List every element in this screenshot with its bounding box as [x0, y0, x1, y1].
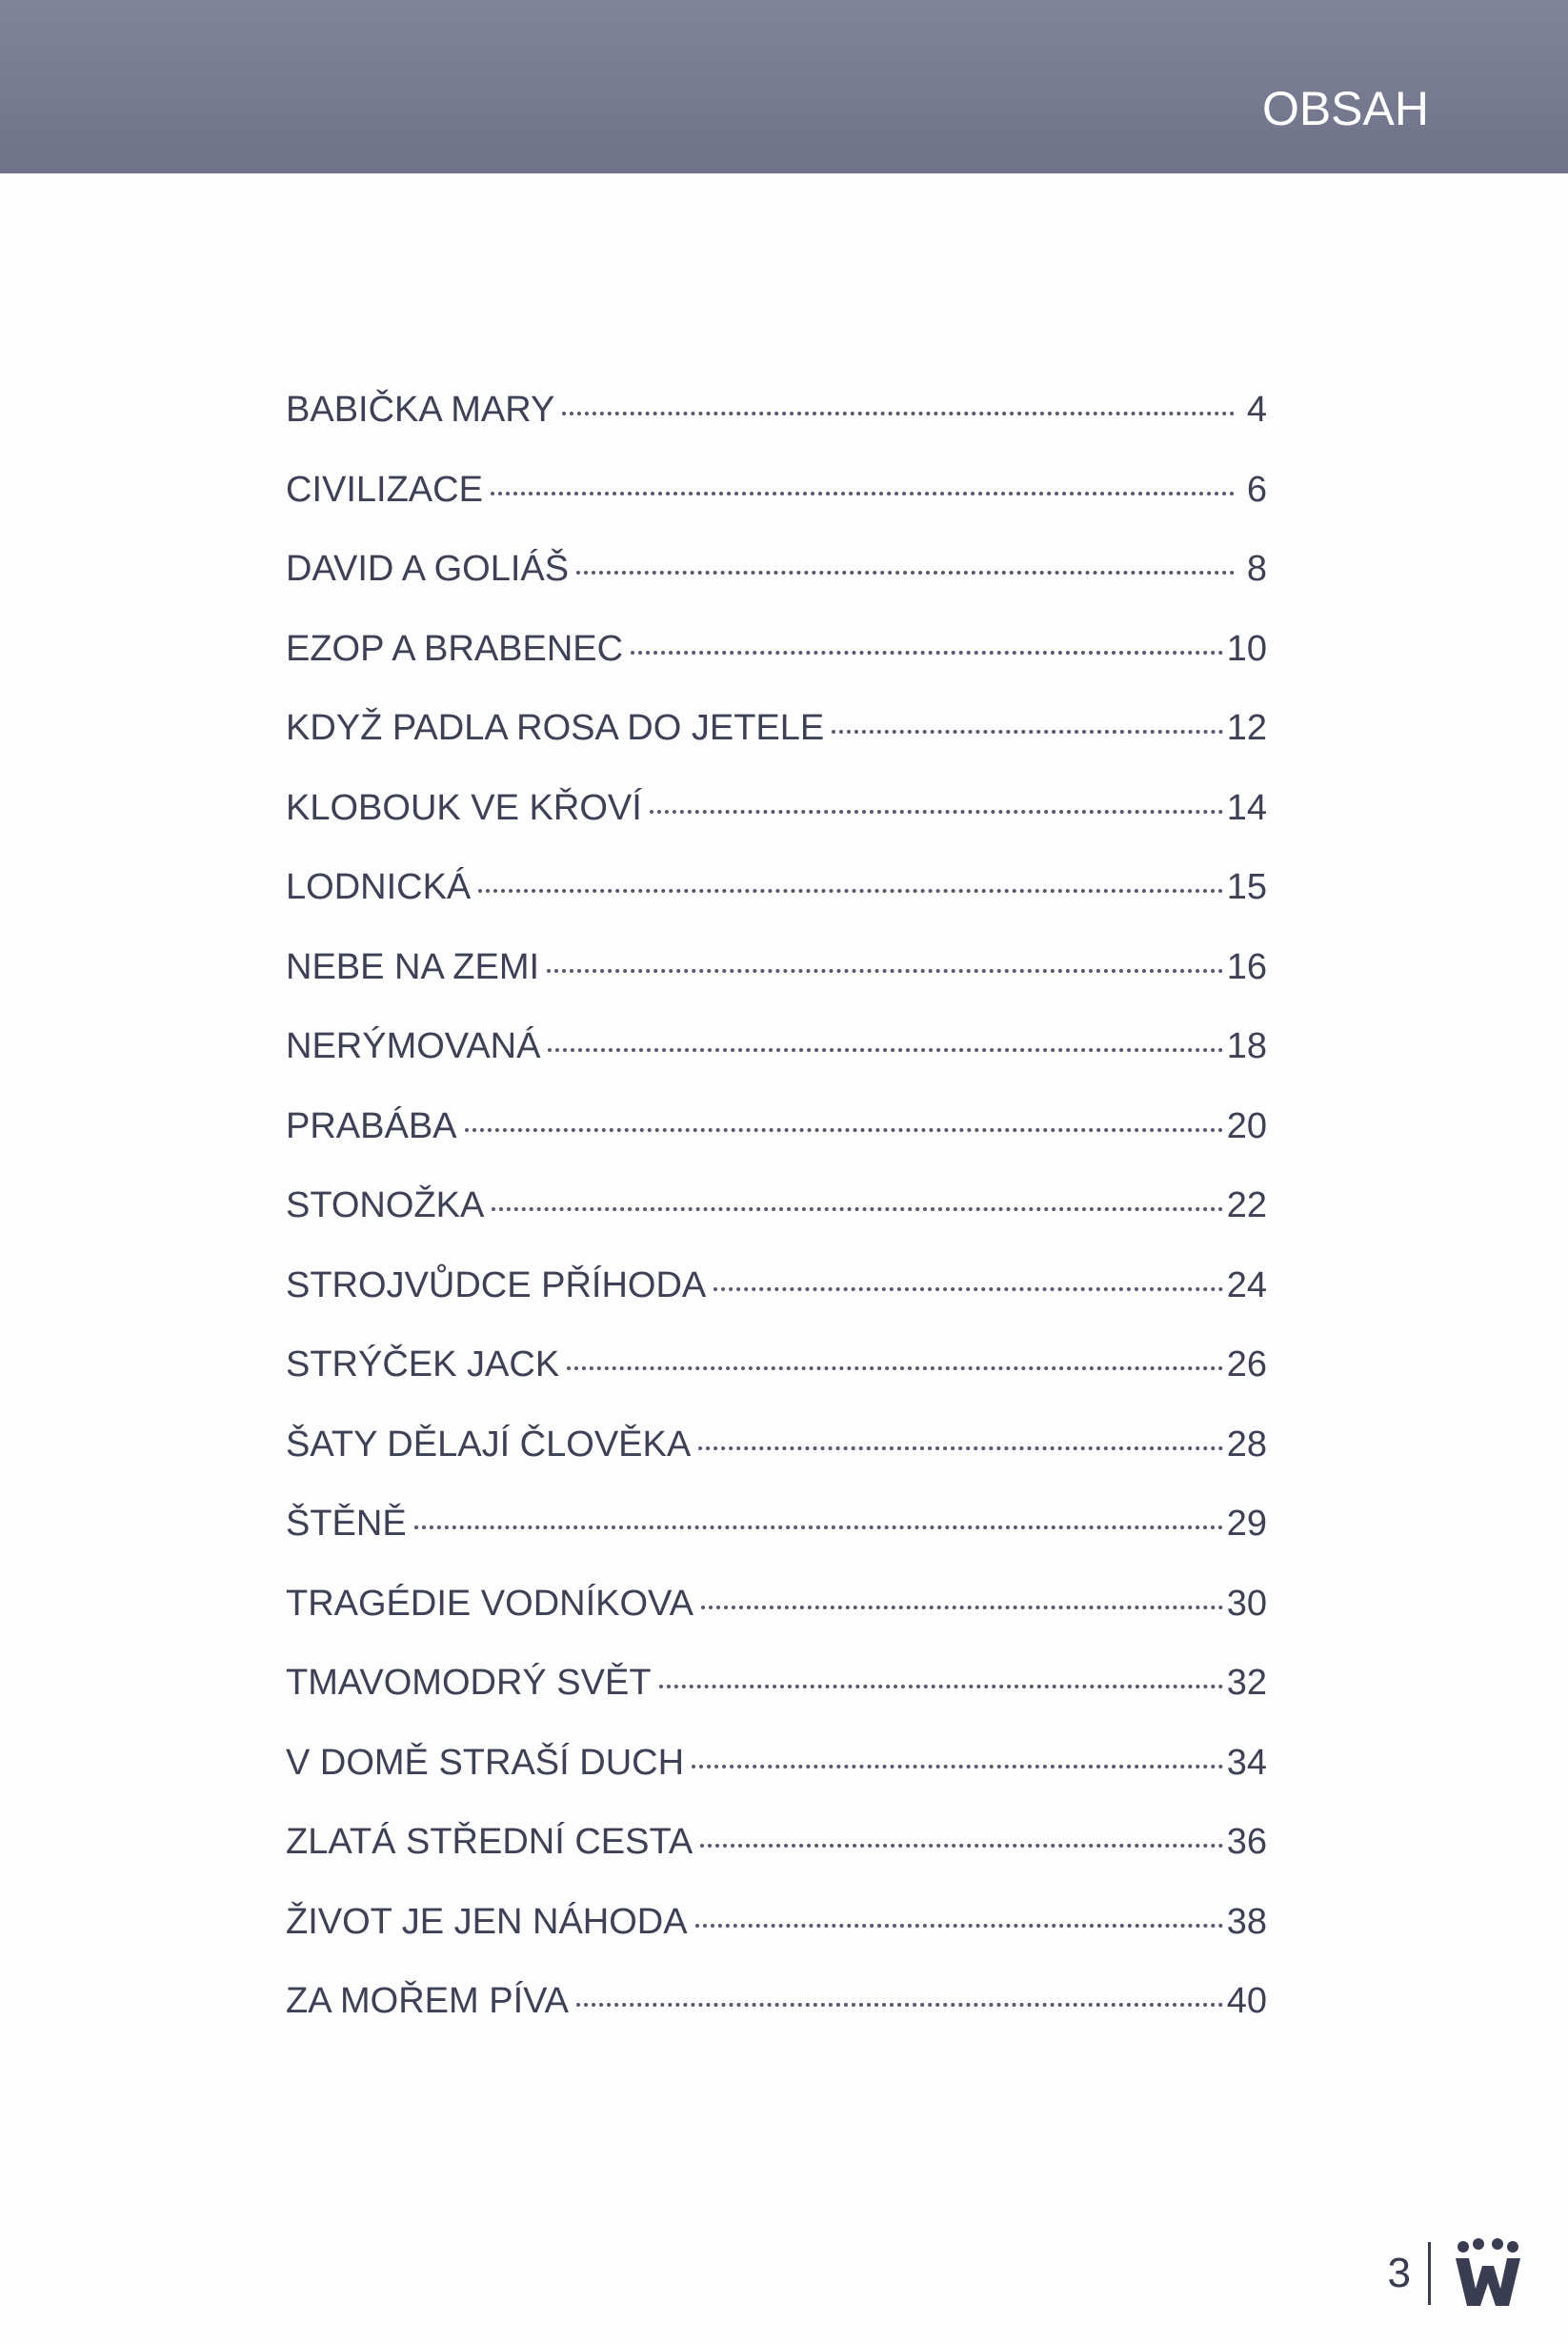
toc-entry-page-number: 6	[1246, 469, 1267, 510]
toc-entry-page-number: 4	[1246, 390, 1267, 430]
table-of-contents	[286, 381, 1267, 2052]
toc-entry	[286, 699, 1267, 779]
toc-entry-title: STONOŽKA	[286, 1185, 485, 1225]
toc-entry-title: LODNICKÁ	[286, 867, 472, 907]
toc-dot-leader	[491, 492, 1235, 495]
footer-divider	[1428, 2242, 1431, 2305]
toc-entry-title: ŽIVOT JE JEN NÁHODA	[286, 1901, 688, 1942]
toc-entry-page-number: 38	[1226, 1901, 1267, 1942]
toc-entry	[286, 1177, 1267, 1257]
toc-entry-title: ZA MOŘEM PÍVA	[286, 1981, 570, 2021]
toc-dot-leader	[547, 969, 1223, 973]
toc-entry-page-number: 34	[1226, 1742, 1267, 1783]
toc-entry-page-number: 10	[1226, 628, 1267, 669]
toc-dot-leader	[562, 412, 1235, 415]
toc-entry-page-number: 30	[1226, 1583, 1267, 1624]
toc-dot-leader	[492, 1207, 1222, 1211]
toc-entry-title: TMAVOMODRÝ SVĚT	[286, 1663, 652, 1703]
toc-entry-title: NERÝMOVANÁ	[286, 1026, 541, 1066]
toc-entry	[286, 1257, 1267, 1337]
toc-entry	[286, 1654, 1267, 1734]
toc-entry-title: STROJVŮDCE PŘÍHODA	[286, 1264, 707, 1305]
toc-entry-title: ŠTĚNĚ	[286, 1504, 407, 1544]
toc-entry-page-number: 12	[1226, 708, 1267, 748]
toc-dot-leader	[567, 1366, 1223, 1370]
toc-entry	[286, 1416, 1267, 1496]
toc-entry	[286, 1972, 1267, 2052]
toc-entry	[286, 1575, 1267, 1655]
toc-entry-title: KDYŽ PADLA ROSA DO JETELE	[286, 708, 825, 748]
toc-entry	[286, 1893, 1267, 1973]
toc-dot-leader	[659, 1685, 1223, 1688]
toc-dot-leader	[701, 1606, 1223, 1609]
page-footer	[1388, 2237, 1524, 2310]
toc-dot-leader	[576, 2003, 1223, 2007]
toc-dot-leader	[478, 889, 1222, 893]
toc-entry-page-number: 29	[1226, 1504, 1267, 1544]
toc-entry-page-number: 14	[1226, 787, 1267, 828]
toc-entry	[286, 1813, 1267, 1893]
toc-entry-page-number: 26	[1226, 1344, 1267, 1384]
toc-entry-page-number: 16	[1226, 946, 1267, 987]
toc-entry-title: EZOP A BRABENEC	[286, 628, 624, 669]
toc-entry-title: ZLATÁ STŘEDNÍ CESTA	[286, 1822, 694, 1862]
toc-entry	[286, 381, 1267, 461]
header-band	[0, 0, 1568, 173]
toc-entry-title: CIVILIZACE	[286, 469, 483, 510]
toc-entry-page-number: 8	[1246, 549, 1267, 589]
toc-entry	[286, 620, 1267, 700]
toc-dot-leader	[695, 1924, 1223, 1928]
toc-entry-page-number: 28	[1226, 1424, 1267, 1465]
page-title: OBSAH	[1261, 82, 1429, 135]
toc-entry-title: ŠATY DĚLAJÍ ČLOVĚKA	[286, 1424, 692, 1465]
toc-dot-leader	[700, 1844, 1223, 1848]
toc-dot-leader	[414, 1526, 1223, 1529]
toc-entry-page-number: 40	[1226, 1981, 1267, 2021]
toc-entry	[286, 1336, 1267, 1416]
toc-entry-page-number: 22	[1226, 1185, 1267, 1225]
toc-entry-page-number: 18	[1226, 1026, 1267, 1066]
toc-entry	[286, 859, 1267, 939]
toc-entry-title: BABIČKA MARY	[286, 390, 555, 430]
toc-entry-title: V DOMĚ STRAŠÍ DUCH	[286, 1742, 685, 1783]
toc-entry-page-number: 36	[1226, 1822, 1267, 1862]
toc-entry	[286, 1734, 1267, 1814]
toc-dot-leader	[465, 1128, 1223, 1132]
toc-entry-title: TRAGÉDIE VODNÍKOVA	[286, 1583, 694, 1624]
toc-entry	[286, 540, 1267, 620]
toc-dot-leader	[576, 571, 1235, 575]
toc-entry	[286, 1495, 1267, 1575]
toc-dot-leader	[698, 1446, 1223, 1450]
toc-entry	[286, 1018, 1267, 1098]
toc-entry	[286, 779, 1267, 859]
toc-entry-title: NEBE NA ZEMI	[286, 946, 540, 987]
toc-entry-page-number: 24	[1226, 1264, 1267, 1305]
toc-entry-page-number: 20	[1226, 1105, 1267, 1146]
toc-entry-title: KLOBOUK VE KŘOVÍ	[286, 787, 642, 828]
toc-entry-page-number: 15	[1226, 867, 1267, 907]
toc-dot-leader	[692, 1765, 1223, 1768]
toc-entry	[286, 461, 1267, 541]
toc-entry-page-number: 32	[1226, 1663, 1267, 1703]
toc-dot-leader	[832, 730, 1222, 734]
toc-dot-leader	[714, 1287, 1222, 1291]
toc-dot-leader	[650, 810, 1223, 814]
toc-dot-leader	[548, 1048, 1222, 1052]
publisher-w-logo-icon	[1452, 2237, 1524, 2310]
toc-entry	[286, 939, 1267, 1019]
toc-entry-title: PRABÁBA	[286, 1105, 457, 1146]
toc-entry-title: DAVID A GOLIÁŠ	[286, 549, 570, 589]
toc-dot-leader	[631, 651, 1223, 655]
toc-entry	[286, 1098, 1267, 1178]
toc-entry-title: STRÝČEK JACK	[286, 1344, 560, 1384]
page-number: 3	[1387, 2250, 1411, 2296]
